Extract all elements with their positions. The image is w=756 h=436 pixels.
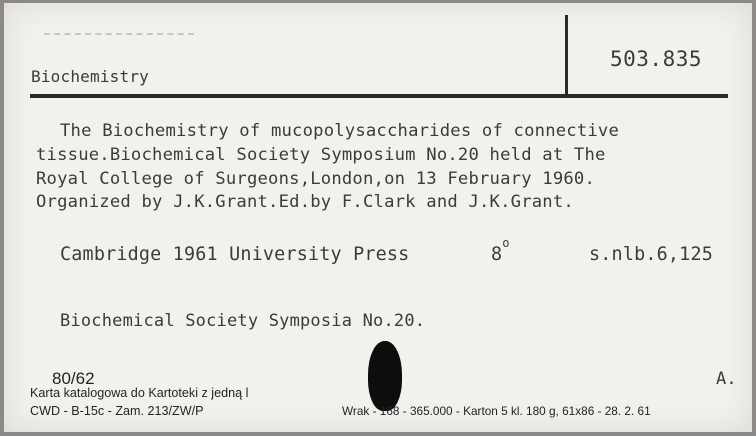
footer-left-line-2: CWD - B-15c - Zam. 213/ZW/P [30,404,204,418]
call-number: 503.835 [610,47,703,71]
imprint: Cambridge 1961 University Press [60,244,410,265]
subject-heading: Biochemistry [31,67,149,86]
black-ink-blot [368,341,402,411]
body-line-4: Organized by J.K.Grant.Ed.by F.Clark and J.K.Grant. [36,192,574,212]
format-number: 8 [491,244,503,265]
header-vertical-rule [565,15,568,97]
catalog-letter: A. [716,369,737,389]
body-line-2: tissue.Biochemical Society Symposium No.20 held at The [36,145,606,165]
format [491,236,510,265]
pagination: s.nlb.6,125 [589,244,713,265]
accession-number: 80/62 [52,369,95,388]
format-superscript: o [502,236,510,250]
catalog-card [4,3,752,432]
body-line-3: Royal College of Surgeons,London,on 13 February 1960. [36,169,596,189]
header-horizontal-rule [30,94,728,98]
footer-right-line: Wrak - 168 - 365.000 - Karton 5 kl. 180 g, 61x86 - 28. 2. 61 [342,404,651,418]
body-line-1: The Biochemistry of mucopolysaccharides of connective [60,121,620,141]
faint-dash-line [44,33,194,35]
series-note: Biochemical Society Symposia No.20. [60,311,426,331]
footer-left-line-1: Karta katalogowa do Kartoteki z jedną l [30,386,249,400]
